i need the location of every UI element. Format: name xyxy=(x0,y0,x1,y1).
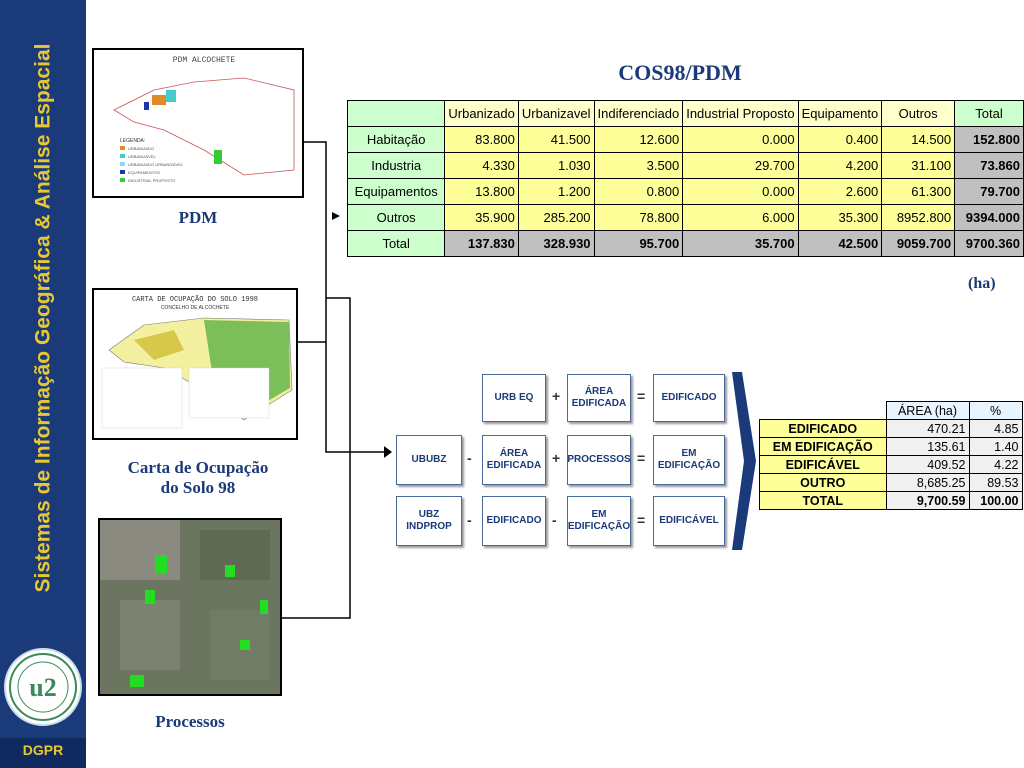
row-label: Habitação xyxy=(348,127,445,153)
table-cell: 0.000 xyxy=(683,127,798,153)
formula-box: PROCESSOS xyxy=(567,435,631,485)
row-label: TOTAL xyxy=(760,492,887,510)
table-cell: 4.22 xyxy=(969,456,1022,474)
table-row-total xyxy=(760,492,1023,510)
formula-operator: - xyxy=(552,512,557,528)
row-label: OUTRO xyxy=(760,474,887,492)
table-cell: 285.200 xyxy=(518,205,594,231)
formula-box: ÁREA EDIFICADA xyxy=(482,435,546,485)
row-total: 79.700 xyxy=(955,179,1024,205)
row-total: 9394.000 xyxy=(955,205,1024,231)
table-corner-cell xyxy=(348,101,445,127)
table-cell: 4.330 xyxy=(445,153,519,179)
result-header-row xyxy=(760,402,1023,420)
table-cell: 35.700 xyxy=(683,231,798,257)
processos-caption: Processos xyxy=(155,712,225,731)
table-cell: 13.800 xyxy=(445,179,519,205)
row-label: Total xyxy=(348,231,445,257)
formula-result-box: EDIFICADO xyxy=(653,374,725,422)
table-cell: 100.00 xyxy=(969,492,1022,510)
unit-label: (ha) xyxy=(968,275,996,292)
svg-text:URBANIZADO: URBANIZADO xyxy=(128,146,155,151)
cos-pdm-table xyxy=(347,100,1024,257)
table-row xyxy=(348,205,1024,231)
col-header: Urbanizado xyxy=(445,101,519,127)
cos98-map-subtitle: CONCELHO DE ALCOCHETE xyxy=(160,305,230,311)
formula-box: UBUBZ xyxy=(396,435,462,485)
table-cell: 0.400 xyxy=(798,127,882,153)
table-cell: 61.300 xyxy=(882,179,955,205)
table-cell: 83.800 xyxy=(445,127,519,153)
row-label: EDIFICÁVEL xyxy=(760,456,887,474)
row-total: 73.860 xyxy=(955,153,1024,179)
formula-operator: = xyxy=(637,512,646,528)
table-cell: 8,685.25 xyxy=(886,474,969,492)
table-row xyxy=(760,474,1023,492)
result-corner-cell xyxy=(760,402,887,420)
row-label: EM EDIFICAÇÃO xyxy=(760,438,887,456)
formula-box: EM EDIFICAÇÃO xyxy=(567,496,631,546)
col-header: Equipamento xyxy=(798,101,882,127)
svg-text:u2: u2 xyxy=(29,673,57,702)
formula-operator: + xyxy=(552,450,561,466)
formula-operator: = xyxy=(637,450,646,466)
formula-result-box: EDIFICÁVEL xyxy=(653,496,725,546)
row-total: 152.800 xyxy=(955,127,1024,153)
col-header: Urbanizavel xyxy=(518,101,594,127)
table-row xyxy=(348,127,1024,153)
table-cell: 328.930 xyxy=(518,231,594,257)
col-header: Total xyxy=(955,101,1024,127)
table-cell: 14.500 xyxy=(882,127,955,153)
formula-operator: = xyxy=(637,388,646,404)
table-cell: 137.830 xyxy=(445,231,519,257)
table-row xyxy=(348,153,1024,179)
formula-result-box: EM EDIFICAÇÃO xyxy=(653,435,725,485)
table-cell: 135.61 xyxy=(886,438,969,456)
table-cell: 1.40 xyxy=(969,438,1022,456)
row-label: EDIFICADO xyxy=(760,420,887,438)
col-header: Industrial Proposto xyxy=(683,101,798,127)
col-header: Outros xyxy=(882,101,955,127)
table-row xyxy=(760,456,1023,474)
formula-box: ÁREA EDIFICADA xyxy=(567,374,631,422)
svg-text:URBANIZÁVEL: URBANIZÁVEL xyxy=(128,154,156,159)
table-cell: 89.53 xyxy=(969,474,1022,492)
svg-text:INDUSTRIAL PROPOSTO: INDUSTRIAL PROPOSTO xyxy=(128,178,176,183)
cos98-caption-line1: Carta de Ocupação xyxy=(127,458,269,477)
table-row xyxy=(348,179,1024,205)
formula-box: EDIFICADO xyxy=(482,496,546,546)
main-table-title: COS98/PDM xyxy=(618,60,742,85)
table-cell: 1.200 xyxy=(518,179,594,205)
table-cell: 9059.700 xyxy=(882,231,955,257)
table-cell: 409.52 xyxy=(886,456,969,474)
chevron-right-icon xyxy=(732,372,756,550)
table-cell: 2.600 xyxy=(798,179,882,205)
row-label: Outros xyxy=(348,205,445,231)
formula-box: URB EQ xyxy=(482,374,546,422)
table-cell: 0.800 xyxy=(594,179,683,205)
cos98-map-title: CARTA DE OCUPAÇÃO DO SOLO 1998 xyxy=(131,296,259,304)
col-header: ÁREA (ha) xyxy=(886,402,969,420)
table-cell: 9,700.59 xyxy=(886,492,969,510)
table-cell: 4.200 xyxy=(798,153,882,179)
table-cell: 42.500 xyxy=(798,231,882,257)
table-cell: 12.600 xyxy=(594,127,683,153)
table-cell: 35.900 xyxy=(445,205,519,231)
table-cell: 0.000 xyxy=(683,179,798,205)
table-header-row xyxy=(348,101,1024,127)
table-cell: 95.700 xyxy=(594,231,683,257)
footer-label: DGPR xyxy=(22,742,64,758)
table-cell: 78.800 xyxy=(594,205,683,231)
pdm-caption: PDM xyxy=(178,208,218,227)
table-cell: 4.85 xyxy=(969,420,1022,438)
table-row xyxy=(760,438,1023,456)
formula-box: UBZ INDPROP xyxy=(396,496,462,546)
svg-text:EQUIPAMENTOS: EQUIPAMENTOS xyxy=(128,170,160,175)
result-table xyxy=(759,401,1023,510)
table-cell: 29.700 xyxy=(683,153,798,179)
col-header: Indiferenciado xyxy=(594,101,683,127)
table-row xyxy=(760,420,1023,438)
formula-operator: - xyxy=(467,512,472,528)
sidebar-title: Sistemas de Informação Geográfica & Análise Espacial xyxy=(31,43,55,593)
table-cell: 8952.800 xyxy=(882,205,955,231)
table-cell: 3.500 xyxy=(594,153,683,179)
pdm-map-title: PDM ALCOCHETE xyxy=(172,56,236,65)
row-label: Industria xyxy=(348,153,445,179)
table-cell: 1.030 xyxy=(518,153,594,179)
table-cell: 470.21 xyxy=(886,420,969,438)
table-row-total xyxy=(348,231,1024,257)
cos98-caption-line2: do Solo 98 xyxy=(160,478,236,497)
formula-operator: + xyxy=(552,388,561,404)
formula-operator: - xyxy=(467,450,472,466)
pdm-legend-title: LEGENDA: xyxy=(120,138,146,144)
row-label: Equipamentos xyxy=(348,179,445,205)
table-cell: 41.500 xyxy=(518,127,594,153)
col-header: % xyxy=(969,402,1022,420)
table-cell: 35.300 xyxy=(798,205,882,231)
row-total: 9700.360 xyxy=(955,231,1024,257)
table-cell: 31.100 xyxy=(882,153,955,179)
table-cell: 6.000 xyxy=(683,205,798,231)
svg-text:URBANIZADO URBANIZÁVEL: URBANIZADO URBANIZÁVEL xyxy=(128,162,184,167)
